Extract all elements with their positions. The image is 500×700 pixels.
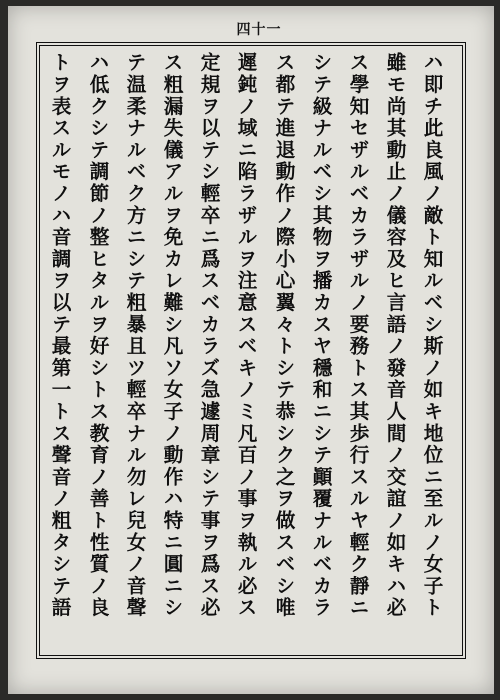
- text-column: ハ即チ此良風ノ敵ト知ルベシ斯ノ如キ地位ニ至ルノ女子ト: [420, 52, 443, 619]
- text-column: 雖モ尚其動止ノ儀容及ヒ言語ノ發音人間ノ交誼ノ如キハ必: [383, 52, 406, 619]
- text-column: ス都テ進退動作ノ際小心翼々トシテ恭シク之ヲ做スベシ唯: [272, 52, 295, 619]
- text-frame: [36, 42, 466, 659]
- text-column: シテ級ナルベシ其物ヲ播カスヤ穩和ニシテ顚覆ナルベカラ: [309, 52, 332, 619]
- text-column: ス粗漏失儀アルヲ免カレ難シ凡ソ女子ノ動作ハ特ニ圓ニシ: [160, 52, 183, 619]
- text-column: ス學知セザルベカラザルノ要務トス其歩行スルヤ輕ク靜ニ: [346, 52, 369, 619]
- page-number: 四十一: [236, 22, 282, 38]
- text-column: 定規ヲ以テシ輕卒ニ爲スベカラズ急遽周章シテ事ヲ爲ス必: [197, 52, 220, 619]
- text-column: トヲ表スルモノハ音調ヲ以テ最第一トス聲音ノ粗タシテ語: [48, 52, 71, 619]
- book-page: [8, 6, 494, 694]
- text-column: テ温柔ナルベク方ニシテ粗暴且ツ輕卒ナル勿レ兒女ノ音聲: [123, 52, 146, 619]
- text-column: ハ低クシテ調節ノ整ヒタルヲ好シトス教育ノ善ト性質ノ良: [86, 52, 109, 619]
- text-column: 遲鈍ノ域ニ陷ラザルヲ注意スベキノミ凡百ノ事ヲ執ル必ス: [234, 52, 257, 619]
